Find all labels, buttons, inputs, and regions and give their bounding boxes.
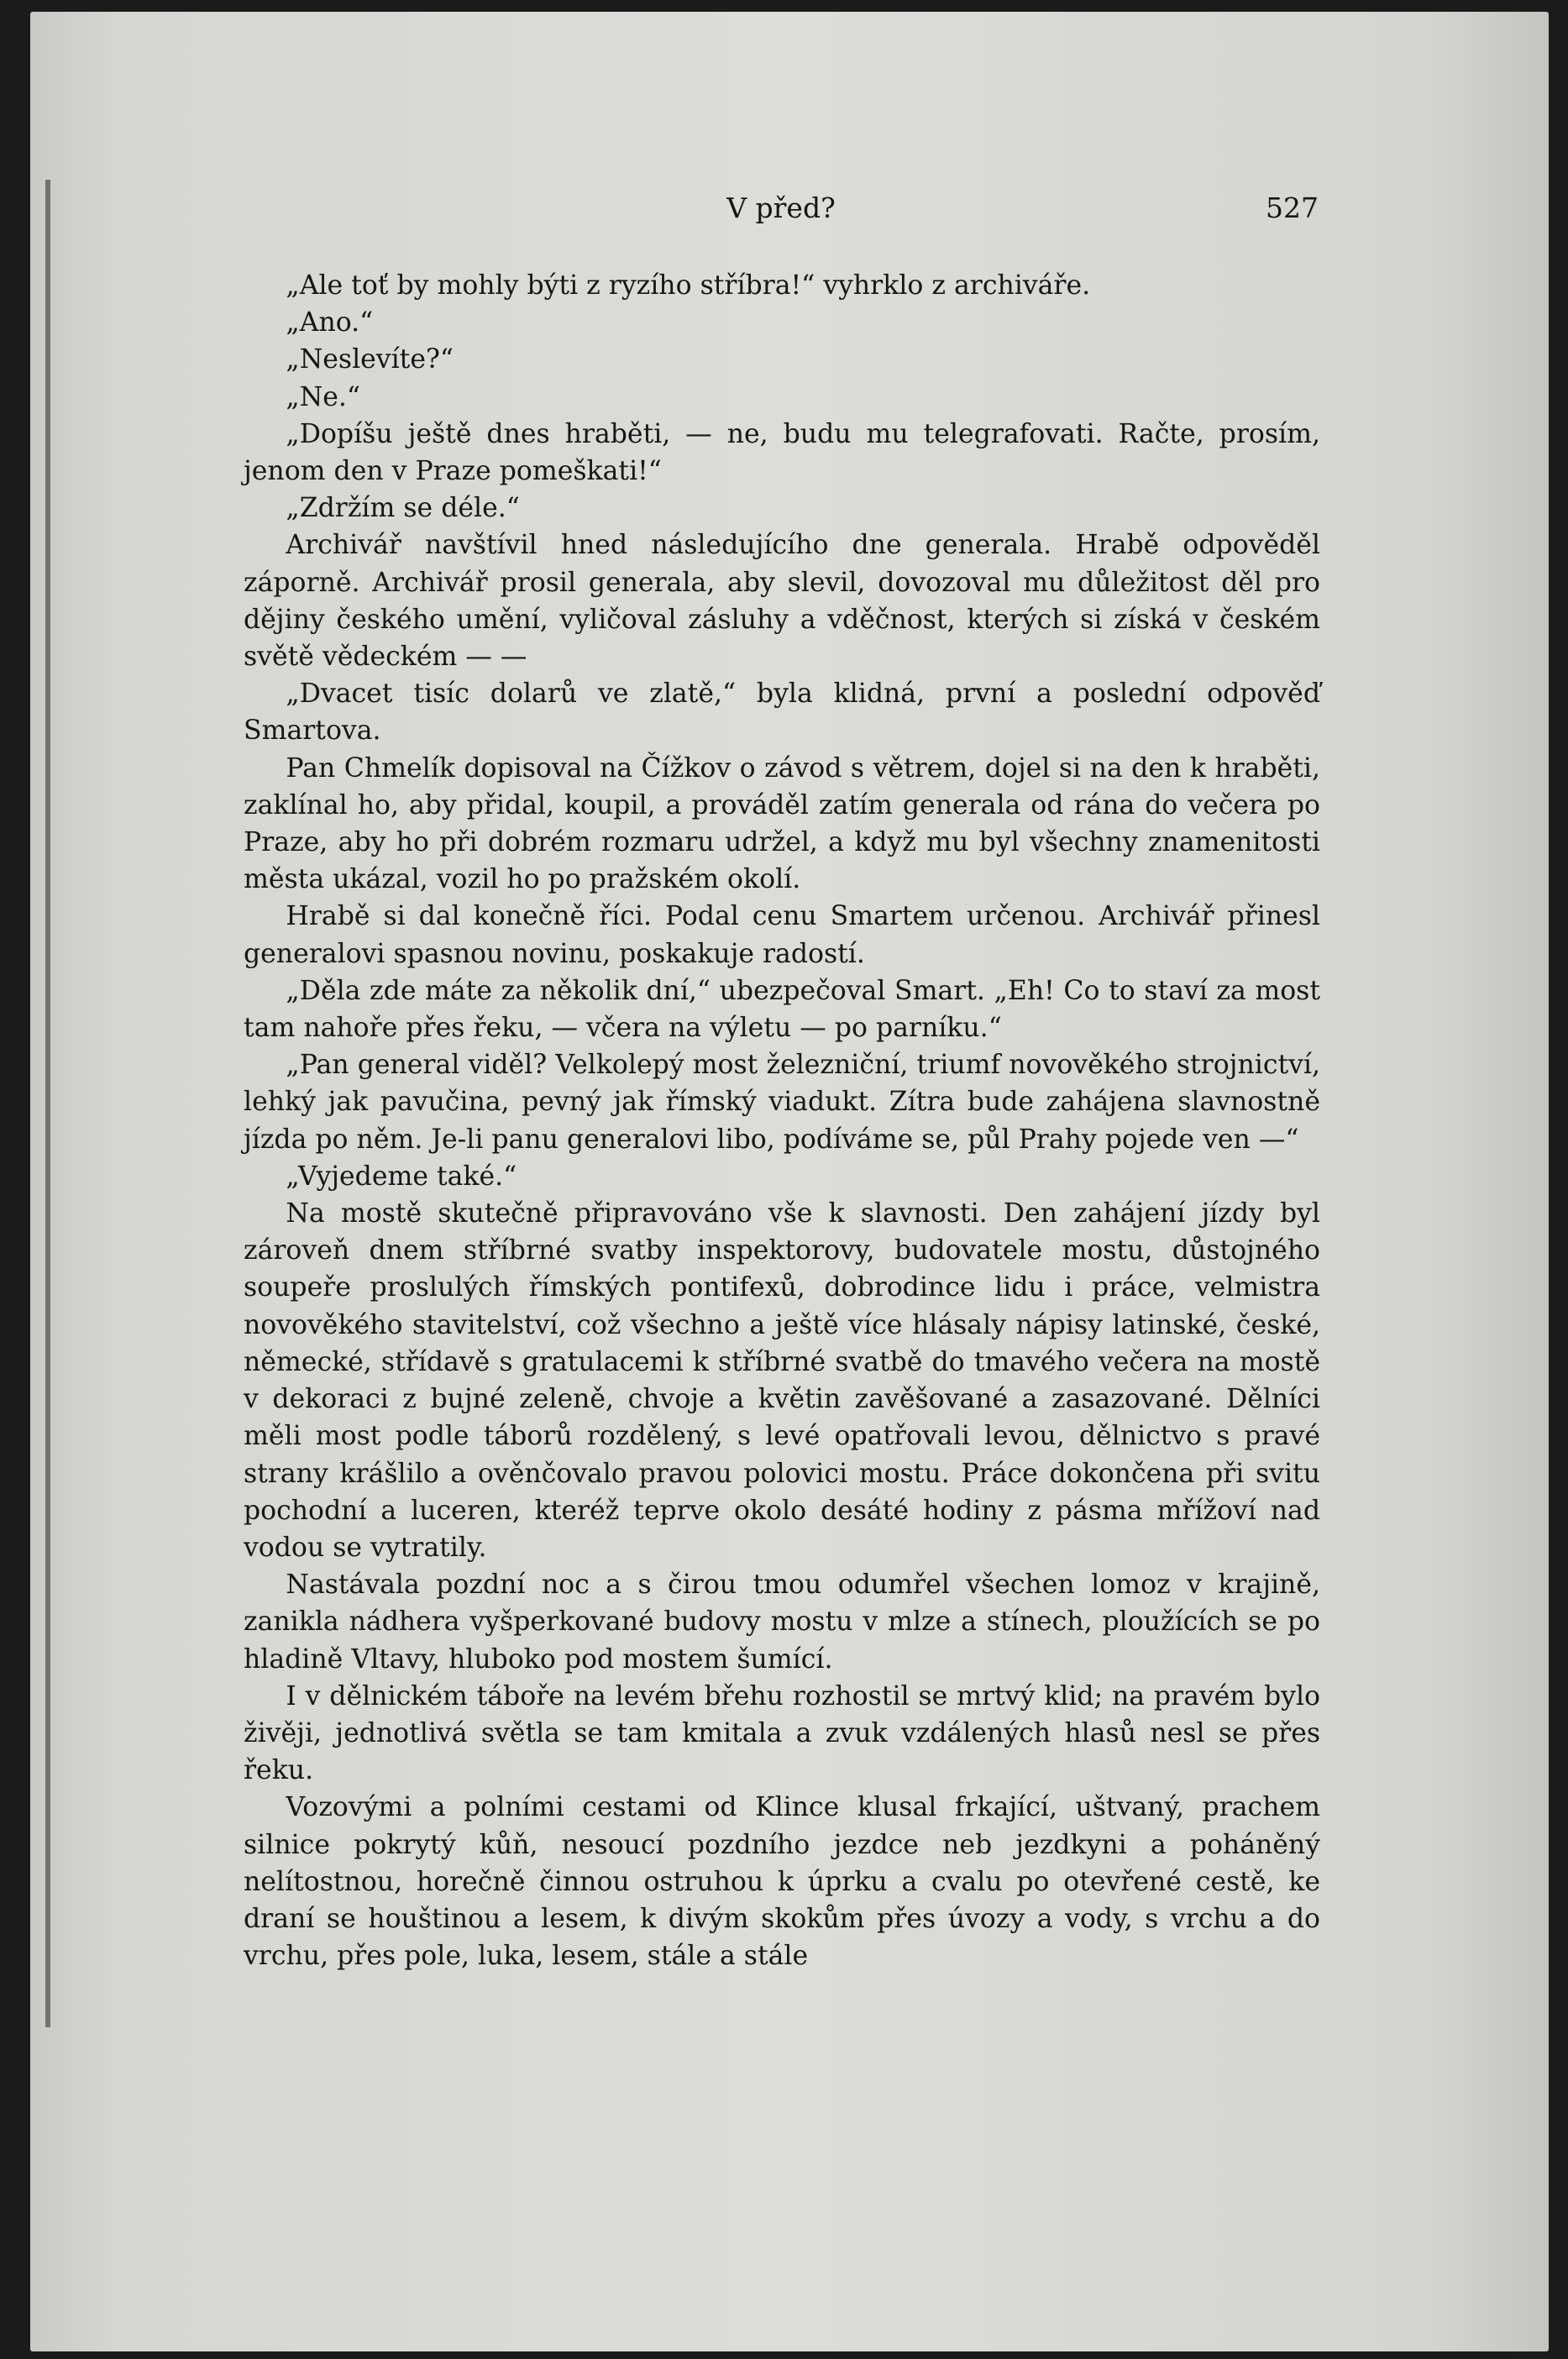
paragraph: „Ale toť by mohly býti z ryzího stříbra!“ vyhrklo z archiváře.: [286, 270, 1091, 301]
running-header: [244, 191, 1319, 225]
paragraph: „Vyjedeme také.“: [286, 1161, 517, 1192]
paragraph: Archivář navštívil hned následujícího dne generala. Hrabě odpověděl záporně. Archivář prosil generala, aby slevil, dovozoval mu důležitost děl pro dějiny českého umění, vyličoval zásluhy a vděčnost, kterých si získá v českém světě vědeckém — —: [244, 530, 1320, 673]
paragraph: „Děla zde máte za několik dní,“ ubezpečoval Smart. „Eh! Co to staví za most tam nahoře přes řeku, — včera na výletu — po parníku.“: [244, 975, 1320, 1044]
paragraph: „Pan general viděl? Velkolepý most železniční, triumf novověkého strojnictví, lehký jak pavučina, pevný jak římský viadukt. Zítra bude zahájena slavnostně jízda po něm. Je-li panu generalovi libo, podíváme se, půl Prahy pojede ven —“: [244, 1050, 1320, 1155]
paragraph: Na mostě skutečně připravováno vše k slavnosti. Den zahájení jízdy byl zároveň dnem stříbrné svatby inspektorovy, budovatele mostu, důstojného soupeře proslulých římských pontifexů, dobrodince lidu i práce, velmistra novověkého stavitelství, což všechno a ještě více hlásaly nápisy latinské, české, německé, střídavě s gratulacemi k stříbrné svatbě do tmavého večera na mostě v dekoraci z bujné zeleně, chvoje a květin zavěšované a zasazované. Dělníci měli most podle táborů rozdělený, s levé opatřovali levou, dělnictvo s pravé strany krášlilo a ověnčovalo pravou polovici mostu. Práce dokončena při svitu pochodní a luceren, kteréž teprve okolo desáté hodiny z pásma mřížoví nad vodou se vytratily.: [244, 1198, 1320, 1563]
body-text: [244, 267, 1320, 1974]
page-number: 527: [1266, 191, 1319, 224]
paragraph: „Zdržím se déle.“: [286, 493, 520, 524]
binding-shadow: [45, 180, 50, 2027]
paragraph: Hrabě si dal konečně říci. Podal cenu Smartem určenou. Archivář přinesl generalovi spasnou novinu, poskakuje radostí.: [244, 901, 1320, 969]
paragraph: I v dělnickém táboře na levém břehu rozhostil se mrtvý klid; na pravém bylo živěji, jednotlivá světla se tam kmitala a zvuk vzdálených hlasů nesl se přes řeku.: [244, 1680, 1320, 1786]
running-title: V před?: [726, 191, 836, 224]
paragraph: „Dopíšu ještě dnes hraběti, — ne, budu mu telegrafovati. Račte, prosím, jenom den v Praze pomeškati!“: [244, 418, 1320, 487]
paragraph: „Ne.“: [286, 381, 361, 412]
paragraph: Pan Chmelík dopisoval na Čížkov o závod s větrem, dojel si na den k hraběti, zaklínal ho, aby přidal, koupil, a prováděl zatím generala od rána do večera po Praze, aby ho při dobrém rozmaru udržel, a když mu byl všechny znamenitosti města ukázal, vozil ho po pražském okolí.: [244, 752, 1320, 895]
paragraph: „Ano.“: [286, 307, 374, 338]
paragraph: „Dvacet tisíc dolarů ve zlatě,“ byla klidná, první a poslední odpověď Smartova.: [244, 679, 1320, 747]
paragraph: „Neslevíte?“: [286, 344, 454, 375]
paragraph: Nastávala pozdní noc a s čirou tmou odumřel všechen lomoz v krajině, zanikla nádhera vyšperkované budovy mostu v mlze a stínech, ploužících se po hladině Vltavy, hluboko pod mostem šumící.: [244, 1570, 1320, 1675]
paragraph: Vozovými a polními cestami od Klince klusal frkající, uštvaný, prachem silnice pokrytý kůň, nesoucí pozdního jezdce neb jezdkyni a poháněný nelítostnou, horečně činnou ostruhou k úprku a cvalu po otevřené cestě, ke draní se houštinou a lesem, k divým skokům přes úvozy a vody, s vrchu a do vrchu, přes pole, luka, lesem, stále a stále: [244, 1792, 1320, 1972]
